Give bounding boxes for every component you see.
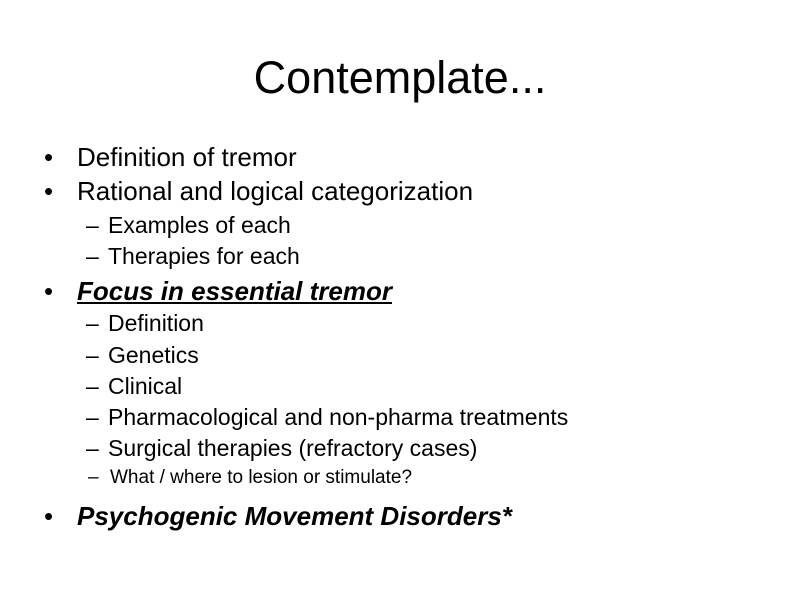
bullet-text: Focus in essential tremor: [77, 276, 392, 306]
sub-bullet-text: Examples of each: [108, 212, 291, 238]
dash-marker: –: [86, 342, 99, 368]
bullet-text: Psychogenic Movement Disorders*: [77, 501, 512, 531]
bullet-marker: •: [44, 142, 54, 172]
sub-bullet-text: Clinical: [108, 373, 183, 399]
sub-bullet-text: Surgical therapies (refractory cases): [108, 435, 478, 461]
sub-sub-bullet-text: What / where to lesion or stimulate?: [110, 467, 413, 488]
bullet-rational-categorization: [44, 175, 474, 207]
sub-bullet-pharmacological: [86, 403, 569, 431]
dash-marker: –: [86, 212, 99, 238]
dash-marker: –: [86, 435, 99, 461]
bullet-marker: •: [44, 276, 54, 306]
dash-marker: –: [88, 467, 99, 488]
bullet-text: Definition of tremor: [77, 142, 297, 172]
dash-marker: –: [86, 373, 99, 399]
bullet-text: Rational and logical categorization: [77, 176, 474, 206]
dash-marker: –: [86, 243, 99, 269]
dash-marker: –: [86, 310, 99, 336]
dash-marker: –: [86, 404, 99, 430]
bullet-marker: •: [44, 501, 54, 531]
bullet-psychogenic: [44, 500, 512, 532]
bullet-marker: •: [44, 176, 54, 206]
bullet-definition-of-tremor: [44, 141, 297, 173]
sub-bullet-text: Pharmacological and non-pharma treatments: [108, 404, 569, 430]
sub-sub-bullet-lesion: [88, 466, 413, 490]
sub-bullet-text: Definition: [108, 310, 204, 336]
sub-bullet-definition: [86, 309, 204, 337]
sub-bullet-genetics: [86, 341, 199, 369]
sub-bullet-clinical: [86, 372, 183, 400]
sub-bullet-therapies: [86, 242, 300, 270]
sub-bullet-examples: [86, 211, 291, 239]
bullet-focus-essential-tremor: [44, 275, 392, 307]
sub-bullet-surgical: [86, 434, 478, 462]
sub-bullet-text: Genetics: [108, 342, 199, 368]
slide-title: Contemplate...: [253, 52, 547, 103]
sub-bullet-text: Therapies for each: [108, 243, 300, 269]
